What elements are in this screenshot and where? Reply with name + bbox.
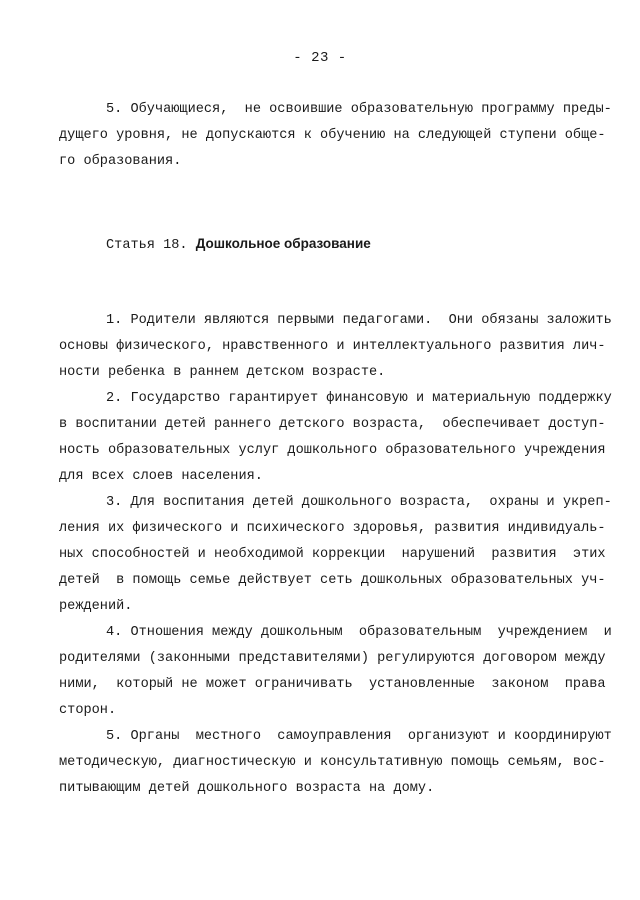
article-label: Статья 18. <box>106 238 188 253</box>
text-line: детей в помощь семье действует сеть дошкольных образовательных уч- <box>59 573 606 588</box>
article-title: Дошкольное образование <box>195 236 371 251</box>
paragraph-3 <box>59 490 612 620</box>
page-number: - 23 - <box>293 50 347 66</box>
text-line: 4. Отношения между дошкольным образовательным учреждением и <box>106 625 612 640</box>
text-line: питывающим детей дошкольного возраста на дому. <box>59 781 435 796</box>
paragraph-1 <box>59 308 612 386</box>
text-line: для всех слоев населения. <box>59 469 263 484</box>
text-line: ных способностей и необходимой коррекции нарушений развития этих <box>59 547 606 562</box>
paragraph-4 <box>59 620 612 724</box>
text-line: реждений. <box>59 599 133 614</box>
text-line: 5. Органы местного самоуправления организуют и координируют <box>106 729 612 744</box>
text-line: ления их физического и психического здоровья, развития индивидуаль- <box>59 521 606 536</box>
text-line: 2. Государство гарантирует финансовую и материальную поддержку <box>106 391 612 406</box>
previous-article-item-5 <box>59 97 612 175</box>
paragraph-2 <box>59 386 612 490</box>
text-line: 3. Для воспитания детей дошкольного возраста, охраны и укреп- <box>106 495 612 510</box>
text-line: 1. Родители являются первыми педагогами. Они обязаны заложить <box>106 313 612 328</box>
article-body <box>59 308 612 802</box>
text-line: в воспитании детей раннего детского возраста, обеспечивает доступ- <box>59 417 606 432</box>
text-line: го образования. <box>59 154 182 169</box>
text-line: методическую, диагностическую и консультативную помощь семьям, вос- <box>59 755 606 770</box>
article-heading <box>106 231 581 259</box>
text-line: ности ребенка в раннем детском возрасте. <box>59 365 386 380</box>
paragraph-5 <box>59 724 612 802</box>
text-line: ность образовательных услуг дошкольного образовательного учреждения <box>59 443 606 458</box>
text-line: родителями (законными представителями) регулируются договором между <box>59 651 606 666</box>
text-line: дущего уровня, не допускаются к обучению на следующей ступени обще- <box>59 128 606 143</box>
text-line: сторон. <box>59 703 117 718</box>
text-line: основы физического, нравственного и интеллектуального развития лич- <box>59 339 606 354</box>
text-line: ними, который не может ограничивать установленные законом права <box>59 677 606 692</box>
text-line: 5. Обучающиеся, не освоившие образовательную программу преды- <box>106 102 612 117</box>
